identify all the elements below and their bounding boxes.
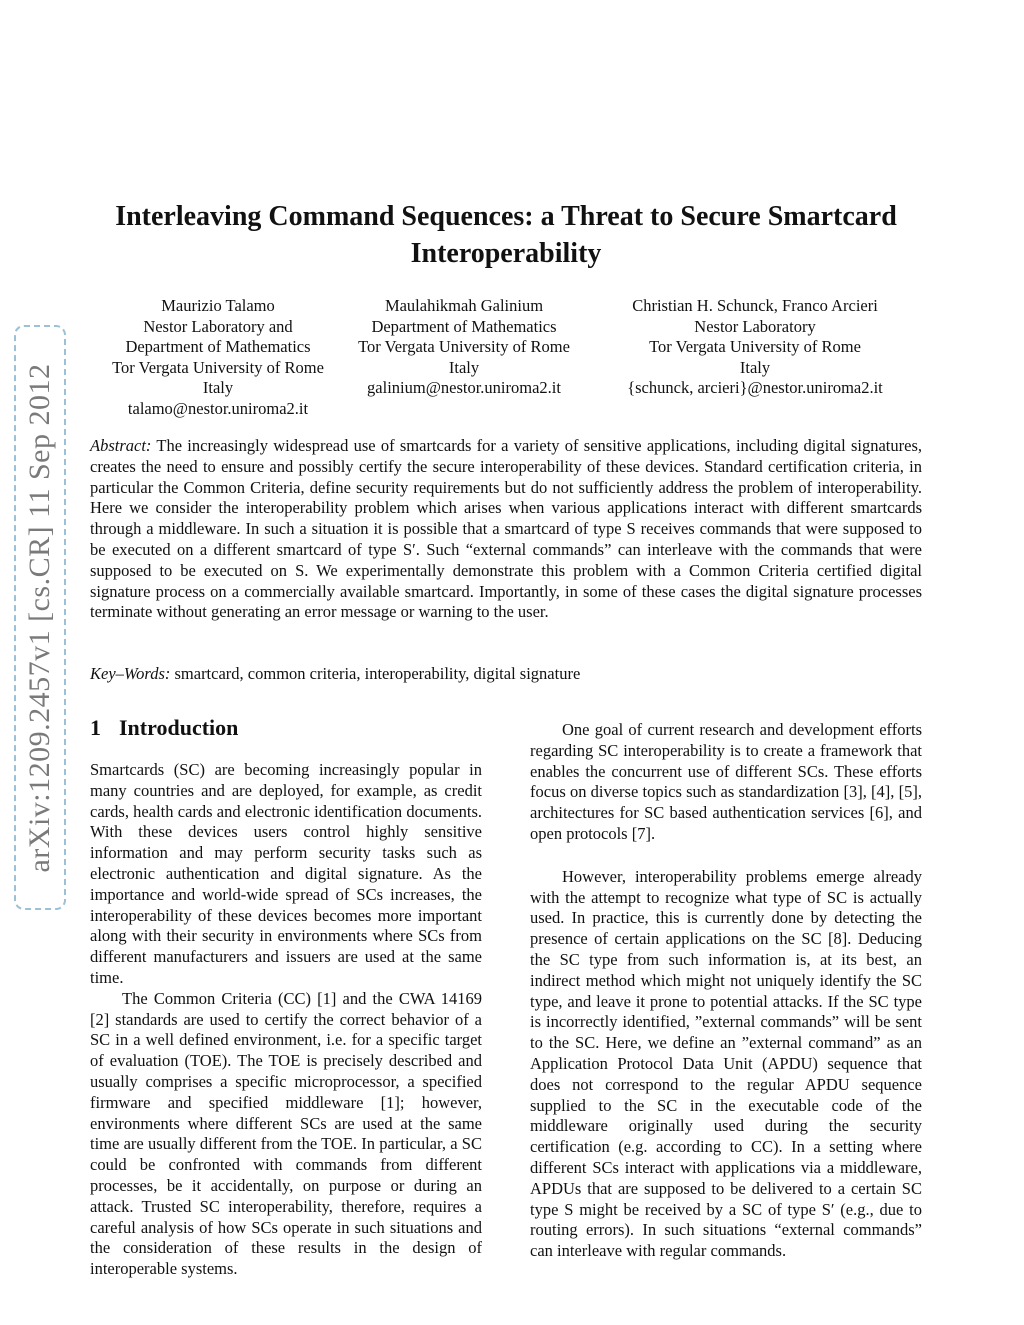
keywords-text: smartcard, common criteria, interoperability, digital signature	[174, 664, 581, 683]
author-1-name: Maurizio Talamo	[161, 296, 275, 315]
section-heading	[90, 714, 482, 742]
paper-title	[90, 198, 922, 272]
intro-paragraph-4: However, interoperability problems emerge already with the attempt to recognize what type of SC is actually used. In practice, this is currently done by detecting the presence of certain applications on the SC [8]. Deducing the SC type from such information is, at its best, an indirect method which might not uniquely identify the SC type, and leave it prone to potential attacks. If the SC type is incorrectly identified, ”external commands” will be sent to the SC. Here, we define an ”external command” as an Application Protocol Data Unit (APDU) sequence that does not correspond to the regular APDU sequence supplied to the SC in the executable code of the middleware originally used during the security certification (e.g. according to CC). In a setting where different SCs interact with applications via a middleware, APDUs that are supposed to be delivered to a certain SC type S might be received by a SC of type S′ (e.g., due to routing errors). In such situations “external commands” can interleave with regular commands.	[530, 866, 922, 1261]
intro-paragraph-2: The Common Criteria (CC) [1] and the CWA 14169 [2] standards are used to certify the correct behavior of a SC in a well defined environment, i.e. for a specific target of evaluation (TOE). The TOE is precisely described and usually comprises a specific microprocessor, a specified firmware and specified middleware [1]; however, environments where different SCs are used at the same time are usually different from the TOE. In particular, a SC could be confronted with commands from different processes, be it accidentally, on purpose or during an attack. Trusted SC interoperability, therefore, requires a careful analysis of how SCs operate in such situations and the consideration of these results in the design of interoperable systems.	[90, 988, 482, 1279]
author-1-affiliation: Nestor Laboratory and	[143, 316, 293, 336]
right-column	[530, 720, 922, 1262]
author-3	[590, 296, 920, 399]
left-column	[90, 714, 482, 1280]
title-line-2: Interoperability	[410, 238, 602, 269]
intro-paragraph-1: Smartcards (SC) are becoming increasingly popular in many countries and are deployed, for example, as credit cards, health cards and electronic identification documents. With these devices users control highly sensitive information and may perform security tasks such as electronic authentication and digital signature. As the importance and world-wide spread of SCs increases, the interoperability of these devices becomes more important along with their security in environments where SCs from different manufacturers and issuers are used at the same time.	[90, 760, 482, 987]
author-3-university: Tor Vergata University of Rome	[649, 337, 861, 357]
author-1-email: talamo@nestor.uniroma2.it	[127, 398, 309, 418]
author-1-country: Italy	[202, 378, 234, 398]
keywords	[90, 664, 922, 685]
abstract	[90, 436, 922, 623]
author-1	[90, 296, 346, 420]
author-3-affiliation: Nestor Laboratory	[694, 316, 816, 336]
arxiv-stamp	[14, 325, 66, 910]
author-3-name: Christian H. Schunck, Franco Arcieri	[632, 296, 878, 315]
section-number: 1	[90, 715, 101, 740]
arxiv-stamp-text: arXiv:1209.2457v1 [cs.CR] 11 Sep 2012	[23, 362, 56, 873]
author-1-university: Tor Vergata University of Rome	[112, 357, 324, 377]
abstract-text: The increasingly widespread use of smartcards for a variety of sensitive applications, including digital signatures, creates the need to ensure and possibly certify the secure interoperability of these devices. Standard certification criteria, in particular the Common Criteria, define security requirements but do not sufficiently address the problem of interoperability. Here we consider the interoperability problem which arises when various applications interact with different smartcards through a middleware. In such a situation it is possible that a smartcard of type S receives commands that were supposed to be executed on a different smartcard of type S′. Such “external commands” can interleave with the commands that were supposed to be executed on S. We experimentally demonstrate this problem with a Common Criteria certified digital signature process on a commercially available smartcard. Importantly, in some of these cases the digital signature processes terminate without generating an error message or warning to the user.	[90, 436, 922, 622]
intro-paragraph-3: One goal of current research and development efforts regarding SC interoperability is to create a framework that enables the concurrent use of different SCs. These efforts focus on diverse topics such as standardization [3], [4], [5], architectures for SC based authentication services [6], and open protocols [7].	[530, 720, 922, 843]
author-2-email: galinium@nestor.uniroma2.it	[367, 378, 561, 398]
abstract-label: Abstract:	[90, 436, 152, 455]
title-line-1: Interleaving Command Sequences: a Threat to Secure Smartcard	[115, 201, 897, 232]
author-2-department: Department of Mathematics	[371, 316, 557, 336]
author-2-country: Italy	[448, 357, 480, 377]
section-title: Introduction	[119, 715, 239, 740]
author-2-name: Maulahikmah Galinium	[384, 296, 544, 315]
author-3-email: {schunck, arcieri}@nestor.uniroma2.it	[627, 378, 883, 398]
keywords-label: Key–Words:	[90, 664, 171, 683]
author-3-country: Italy	[739, 357, 771, 377]
author-2	[336, 296, 592, 399]
author-2-university: Tor Vergata University of Rome	[358, 337, 570, 357]
author-1-department: Department of Mathematics	[125, 337, 311, 357]
